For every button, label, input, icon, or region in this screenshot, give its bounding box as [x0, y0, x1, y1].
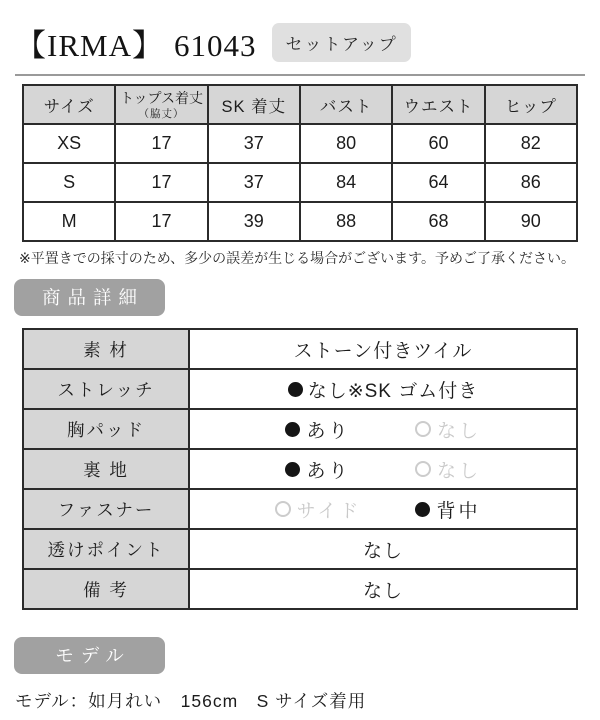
size-value: 37: [208, 163, 300, 202]
detail-row-stretch: [23, 369, 577, 409]
size-label: S: [23, 163, 115, 202]
size-col-header-bust: バスト: [300, 85, 392, 124]
size-value: 17: [115, 202, 207, 241]
size-col-header-tops-length-sub: （脇丈）: [138, 108, 185, 120]
detail-option-text: あり: [306, 460, 351, 482]
size-value: 82: [485, 124, 577, 163]
size-row-xs: [23, 124, 577, 163]
detail-label: 備 考: [23, 569, 189, 609]
details-table: [22, 328, 578, 610]
empty-dot-icon: [415, 461, 431, 477]
detail-row-material: [23, 329, 577, 369]
detail-row-lining: [23, 449, 577, 489]
size-label: XS: [23, 124, 115, 163]
section-badge-model: モデル: [14, 637, 165, 674]
size-col-header-sk-length: SK 着丈: [208, 85, 300, 124]
size-col-header-tops-length: トップス着丈 （脇丈）: [115, 85, 207, 124]
size-col-header-size: サイズ: [23, 85, 115, 124]
detail-row-chest-pad: [23, 409, 577, 449]
section-badge-details: 商品詳細: [14, 279, 165, 316]
detail-value: [189, 409, 577, 449]
detail-option-text: あり: [306, 420, 351, 442]
detail-label: 素 材: [23, 329, 189, 369]
item-number: 61043: [173, 28, 257, 63]
size-value: 88: [300, 202, 392, 241]
size-value: 37: [208, 124, 300, 163]
size-value: 86: [485, 163, 577, 202]
detail-value: [189, 369, 577, 409]
filled-dot-icon: [285, 422, 300, 437]
detail-option-text: なし: [436, 460, 481, 482]
size-row-m: [23, 202, 577, 241]
detail-option-text: サイド: [296, 500, 362, 522]
size-col-header-waist: ウエスト: [392, 85, 484, 124]
option-selected: [253, 456, 383, 483]
detail-option-text: なし: [436, 420, 481, 442]
size-value: 90: [485, 202, 577, 241]
detail-row-remarks: [23, 569, 577, 609]
detail-value: ストーン付きツイル: [189, 329, 577, 369]
option-unselected: [383, 416, 513, 443]
size-value: 39: [208, 202, 300, 241]
size-table-header-row: [23, 85, 577, 124]
detail-row-zipper: [23, 489, 577, 529]
detail-label: ファスナー: [23, 489, 189, 529]
size-value: 84: [300, 163, 392, 202]
detail-value: なし: [189, 569, 577, 609]
filled-dot-icon: [415, 502, 430, 517]
empty-dot-icon: [275, 501, 291, 517]
detail-option-text: 背中: [436, 500, 481, 522]
detail-option-text: なし※SK ゴム付き: [307, 380, 479, 402]
size-value: 17: [115, 163, 207, 202]
detail-value: [189, 489, 577, 529]
size-value: 68: [392, 202, 484, 241]
size-col-header-hip: ヒップ: [485, 85, 577, 124]
option-unselected: [253, 496, 383, 523]
detail-row-sheer-point: [23, 529, 577, 569]
category-badge: セットアップ: [272, 23, 410, 62]
brand-name: 【IRMA】: [15, 28, 164, 63]
size-value: 17: [115, 124, 207, 163]
measurement-note: ※平置きでの採寸のため、多少の誤差が生じる場合がございます。予めご了承ください。: [19, 250, 576, 266]
size-value: 64: [392, 163, 484, 202]
option-selected: [383, 496, 513, 523]
size-value: 80: [300, 124, 392, 163]
detail-label: 裏 地: [23, 449, 189, 489]
detail-label: 透けポイント: [23, 529, 189, 569]
detail-value: [189, 449, 577, 489]
size-value: 60: [392, 124, 484, 163]
option-unselected: [383, 456, 513, 483]
filled-dot-icon: [285, 462, 300, 477]
detail-label: ストレッチ: [23, 369, 189, 409]
filled-dot-icon: [288, 382, 303, 397]
header: [0, 0, 600, 65]
model-info: モデル：如月れい 156cm S サイズ着用: [15, 691, 367, 711]
header-divider: [15, 74, 585, 76]
size-label: M: [23, 202, 115, 241]
empty-dot-icon: [415, 421, 431, 437]
page-title: [15, 20, 256, 65]
size-table: [22, 84, 578, 242]
size-row-s: [23, 163, 577, 202]
option-selected: [253, 416, 383, 443]
detail-value: なし: [189, 529, 577, 569]
detail-label: 胸パッド: [23, 409, 189, 449]
